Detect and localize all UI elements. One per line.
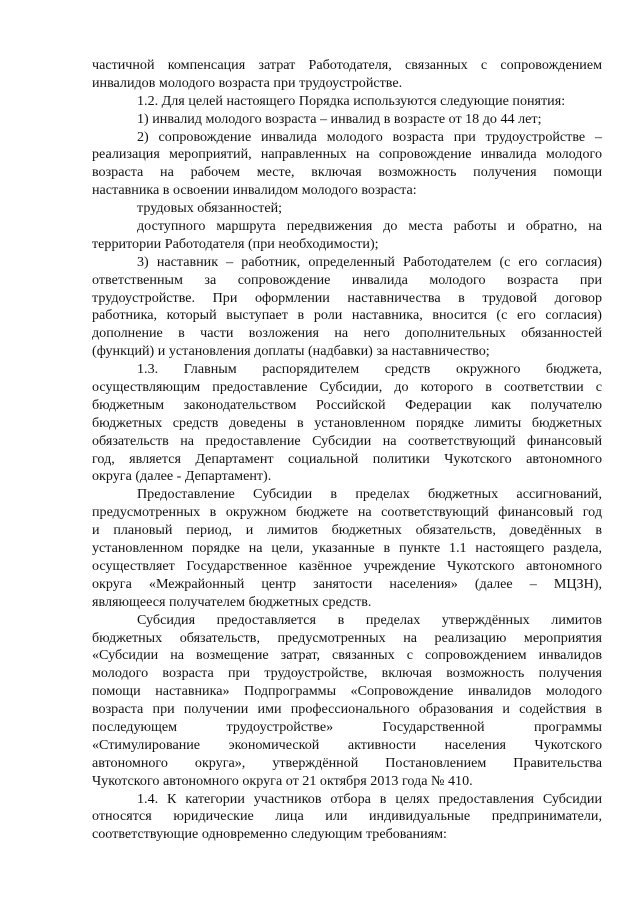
document-line: трудовых обязанностей;: [137, 200, 283, 217]
document-line: предусмотренных в окружном бюджете на соответствующий финансовый год: [92, 504, 602, 521]
document-line: Чукотского автономного округа от 21 октября 2013 года № 410.: [92, 772, 473, 789]
document-line: реализация мероприятий, направленных на сопровождение инвалида молодого: [92, 146, 602, 163]
document-line: установленном порядке на цели, указанные в пункте 1.1 настоящего раздела,: [92, 540, 602, 557]
document-line: 1) инвалид молодого возраста – инвалид в возрасте от 18 до 44 лет;: [137, 110, 542, 127]
document-line: относятся юридические лица или индивидуальные предприниматели,: [92, 808, 602, 825]
document-line: автономного округа», утверждённой Постановлением Правительства: [92, 754, 602, 771]
document-line: осуществляет Государственное казённое учреждение Чукотского автономного: [92, 557, 602, 574]
document-line: 2) сопровождение инвалида молодого возраста при трудоустройстве –: [137, 128, 602, 145]
document-line: 1.2. Для целей настоящего Порядка используются следующие понятия:: [137, 92, 566, 109]
document-line: бюджетных средств доведены в установленном порядке лимиты бюджетных: [92, 414, 602, 431]
document-line: осуществляющим предоставление Субсидии, до которого в соответствии с: [92, 379, 602, 396]
document-line: помощи наставника» Подпрограммы «Сопровождение инвалидов молодого: [92, 683, 602, 700]
document-line: наставника в освоении инвалидом молодого возраста:: [92, 182, 417, 199]
document-line: работника, который выступает в роли наставника, вносится (с его согласия): [92, 307, 602, 324]
document-line: последующем трудоустройстве» Государственной программы: [92, 718, 602, 735]
document-line: «Субсидии на возмещение затрат, связанных с сопровождением инвалидов: [92, 647, 602, 664]
document-line: округа «Межрайонный центр занятости населения» (далее – МЦЗН),: [92, 575, 602, 592]
document-line: дополнение в части возложения на него дополнительных обязанностей: [92, 325, 602, 342]
document-line: инвалидов молодого возраста при трудоустройстве.: [92, 74, 403, 91]
document-line: территории Работодателя (при необходимости);: [92, 235, 379, 252]
document-line: молодого возраста при трудоустройстве, включая возможность получения: [92, 665, 602, 682]
document-line: «Стимулирование экономической активности населения Чукотского: [92, 736, 602, 753]
document-line: 1.4. К категории участников отбора в целях предоставления Субсидии: [137, 790, 602, 807]
document-line: год, является Департамент социальной политики Чукотского автономного: [92, 450, 602, 467]
document-line: являющееся получателем бюджетных средств.: [92, 593, 372, 610]
document-line: частичной компенсация затрат Работодателя, связанных с сопровождением: [92, 57, 602, 73]
document-line: 1.3. Главным распорядителем средств окружного бюджета,: [137, 361, 602, 378]
document-line: обязательств на предоставление Субсидии на соответствующий финансовый: [92, 432, 602, 449]
document-line: возраста при получении ими профессионального образования и содействия в: [92, 701, 602, 718]
document-line: округа (далее - Департамент).: [92, 468, 272, 485]
document-line: бюджетным законодательством Российской Федерации как получателю: [92, 396, 602, 413]
document-line: Субсидия предоставляется в пределах утверждённых лимитов: [137, 611, 602, 628]
document-line: бюджетных обязательств, предусмотренных на реализацию мероприятия: [92, 629, 602, 646]
document-line: доступного маршрута передвижения до места работы и обратно, на: [137, 218, 602, 235]
document-line: ответственным за сопровождение инвалида молодого возраста при: [92, 271, 602, 288]
document-line: возраста на рабочем месте, включая возможность получения помощи: [92, 164, 602, 181]
document-line: трудоустройстве. При оформлении наставничества в трудовой договор: [92, 289, 602, 306]
document-line: (функций) и установления доплаты (надбавки) за наставничество;: [92, 343, 490, 360]
document-line: 3) наставник – работник, определенный Работодателем (с его согласия): [137, 253, 602, 270]
document-page: [92, 57, 602, 844]
document-line: и плановый период, и лимитов бюджетных обязательств, доведённых в: [92, 522, 602, 539]
document-line: Предоставление Субсидии в пределах бюджетных ассигнований,: [137, 486, 602, 503]
document-line: соответствующие одновременно следующим требованиям:: [92, 826, 447, 843]
